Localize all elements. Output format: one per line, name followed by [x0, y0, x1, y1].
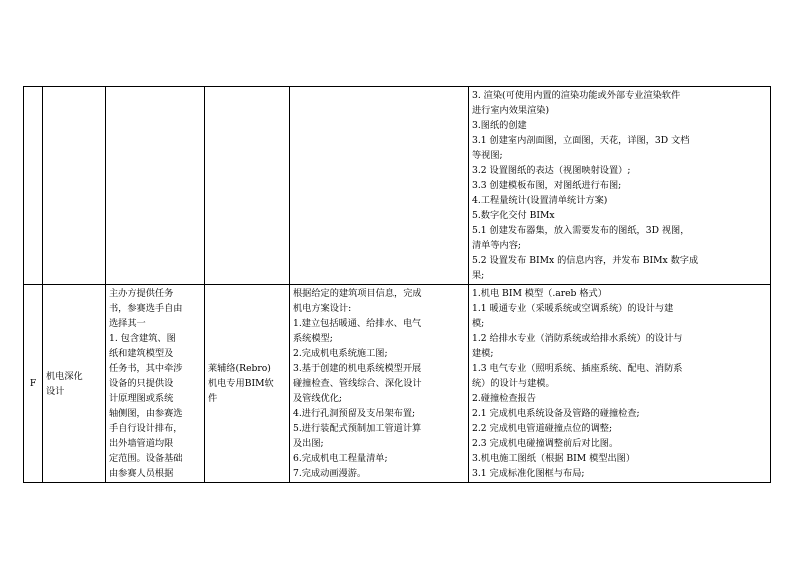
cell-provision — [106, 285, 205, 483]
cell-module-name — [43, 87, 106, 285]
text-line: 2.完成机电系统施工图; — [293, 348, 388, 359]
text-line: 进行室内效果渲染) — [472, 105, 550, 116]
text-line: 3. 渲染(可使用内置的渲染功能或外部专业渲染软件 — [472, 90, 681, 101]
text-line: 1.建立包括暖通、给排水、电气 — [293, 318, 422, 329]
table-row — [24, 285, 771, 483]
cell-software — [205, 285, 290, 483]
text-line: 任务书，其中牵涉 — [109, 363, 183, 374]
text-line: 4.工程量统计(设置清单统计方案) — [472, 195, 608, 206]
text-line: 书，参赛选手自由 — [109, 303, 183, 314]
text-line: 碰撞检查、管线综合、深化设计 — [293, 378, 422, 389]
cell-module-name — [43, 285, 106, 483]
text-line: 6.完成机电工程量清单; — [293, 453, 388, 464]
text-line: 1.3 电气专业（照明系统、插座系统、配电、消防系 — [472, 363, 683, 374]
text-line: 根据给定的建筑项目信息，完成 — [293, 288, 422, 299]
competition-table — [23, 86, 771, 483]
text-line: 5.1 创建发布器集，放入需要发布的图纸，3D 视图， — [472, 225, 690, 236]
text-line: 计原理图或系统 — [109, 393, 174, 404]
text-line: 手自行设计排布， — [109, 423, 183, 434]
text-line: 纸和建筑模型及 — [109, 348, 174, 359]
text-line: 由参赛人员根据 — [109, 468, 174, 479]
text-line: 定范围。设备基础 — [109, 453, 183, 464]
table-row — [24, 87, 771, 285]
text-line: 3.3 创建模板布图，对图纸进行布图; — [472, 180, 622, 191]
module-name-line: 设计 — [46, 385, 65, 397]
text-line: 果; — [472, 270, 485, 281]
text-line: 2.1 完成机电系统设备及管路的碰撞检查; — [472, 408, 640, 419]
text-line: 建模; — [472, 348, 494, 359]
text-line: 5.2 设置发布 BIMx 的信息内容，并发布 BIMx 数字成 — [472, 255, 699, 266]
cell-index — [24, 87, 43, 285]
text-line: 件 — [208, 393, 218, 404]
text-line: 清单等内容; — [472, 240, 522, 251]
cell-requirements — [290, 285, 469, 483]
cell-index: F — [24, 285, 43, 483]
text-line: 1.1 暖通专业（采暖系统或空调系统）的设计与建 — [472, 303, 674, 314]
module-name-line: 机电深化 — [46, 370, 83, 382]
text-line: 5.进行装配式预制加工管道计算 — [293, 423, 422, 434]
text-line: 及出图; — [293, 438, 324, 449]
text-line: 3.图纸的创建 — [472, 120, 527, 131]
text-line: 出外墙管道均限 — [109, 438, 174, 449]
text-line: 2.3 完成机电碰撞调整前后对比图。 — [472, 438, 619, 449]
text-line: 4.进行孔洞预留及支吊架布置; — [293, 408, 416, 419]
cell-results — [469, 285, 771, 483]
text-line: 等视图; — [472, 150, 503, 161]
text-line: 1.机电 BIM 模型（.areb 格式） — [472, 288, 607, 299]
text-line: 设备的只提供设 — [109, 378, 174, 389]
cell-software — [205, 87, 290, 285]
cell-requirements — [290, 87, 469, 285]
text-line: 主办方提供任务 — [109, 288, 174, 299]
text-line: 及管线优化; — [293, 393, 343, 404]
text-line: 2.2 完成机电管道碰撞点位的调整; — [472, 423, 613, 434]
text-line: 1. 包含建筑、图 — [109, 333, 176, 344]
text-line: 3.机电施工图纸（根据 BIM 模型出图） — [472, 453, 636, 464]
text-line: 模; — [472, 318, 485, 329]
text-line: 2.碰撞检查报告 — [472, 393, 536, 404]
text-line: 选择其一 — [109, 318, 146, 329]
text-line: 3.1 完成标准化图框与布局; — [472, 468, 585, 479]
text-line: 机电专用BIM软 — [208, 378, 274, 389]
cell-results — [469, 87, 771, 285]
cell-provision — [106, 87, 205, 285]
text-line: 3.基于创建的机电系统模型开展 — [293, 363, 422, 374]
text-line: 莱辅络(Rebro) — [208, 363, 271, 374]
text-line: 7.完成动画漫游。 — [293, 468, 367, 479]
text-line: 机电方案设计: — [293, 303, 352, 314]
text-line: 统）的设计与建模。 — [472, 378, 555, 389]
text-line: 3.1 创建室内剖面图，立面图，天花，详图，3D 文档 — [472, 135, 690, 146]
text-line: 5.数字化交付 BIMx — [472, 210, 555, 221]
text-line: 3.2 设置图纸的表达（视图映射设置）; — [472, 165, 631, 176]
text-line: 系统模型; — [293, 333, 333, 344]
text-line: 轴侧图，由参赛选 — [109, 408, 183, 419]
text-line: 1.2 给排水专业（消防系统或给排水系统）的设计与 — [472, 333, 683, 344]
